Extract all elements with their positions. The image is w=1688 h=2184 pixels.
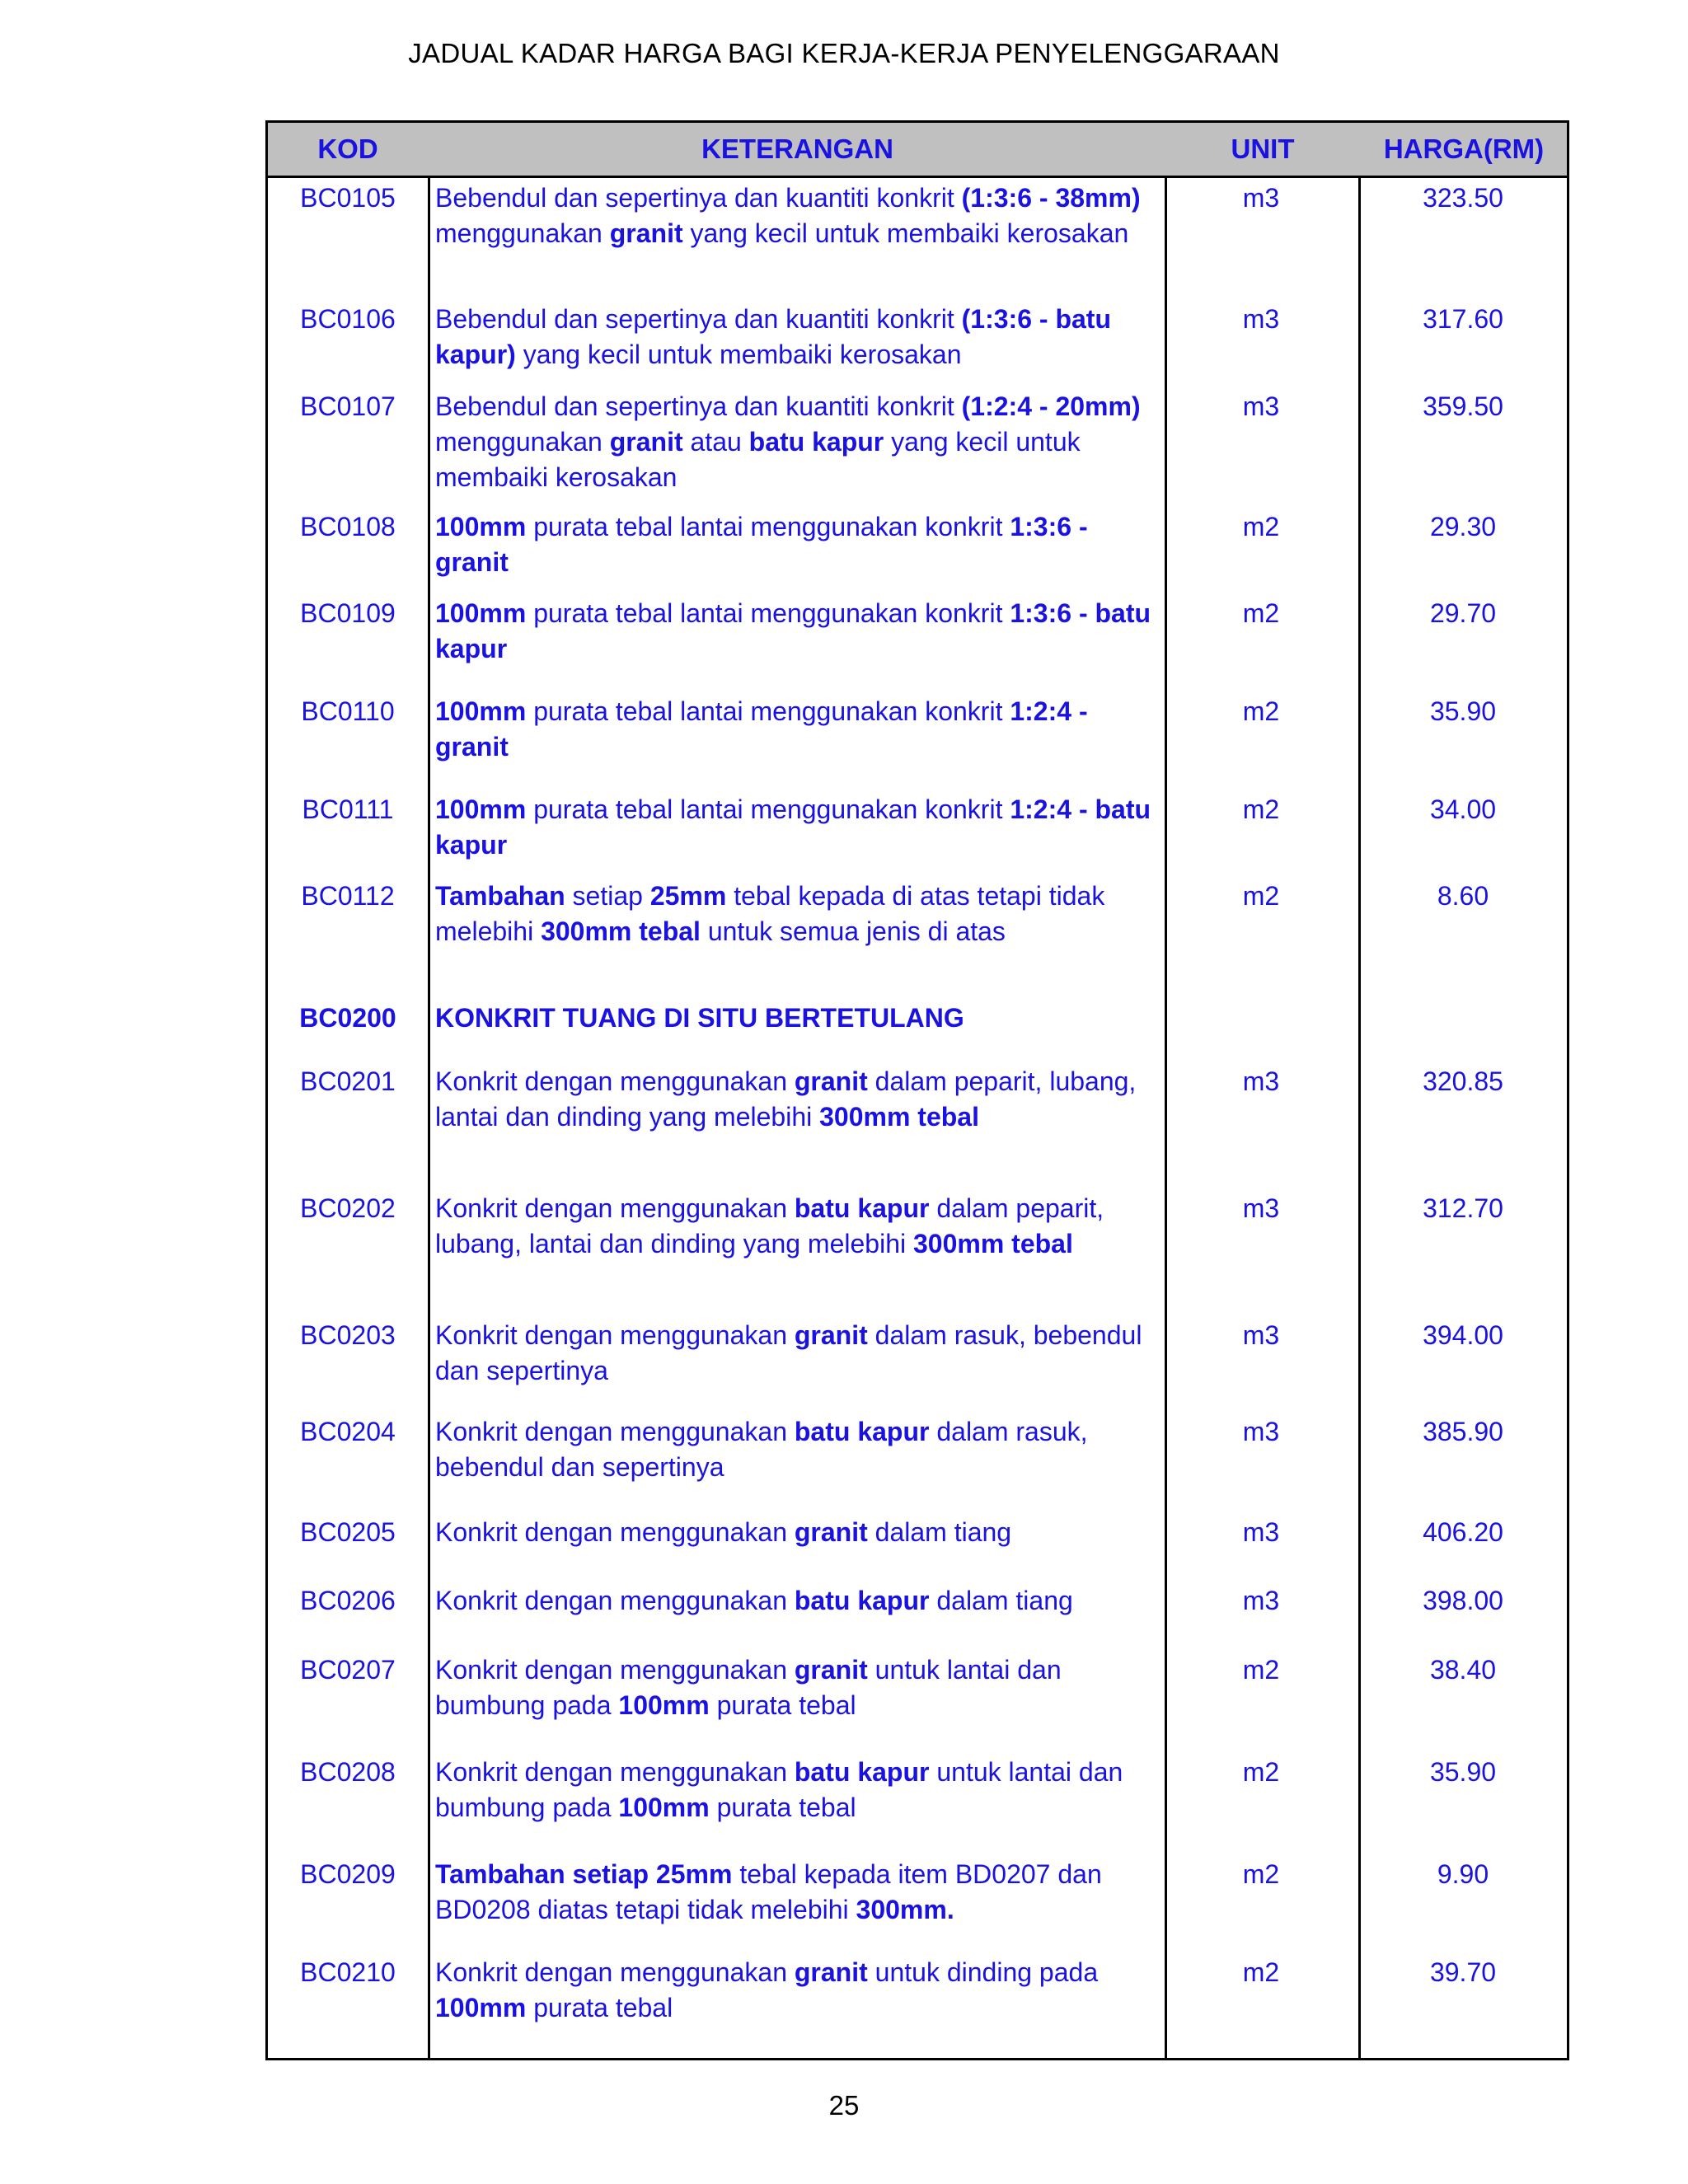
description-text: Bebendul dan sepertinya dan kuantiti konkrit (435, 391, 962, 421)
unit-cell: m2 (1242, 794, 1280, 824)
emphasis-text: batu kapur (794, 1417, 930, 1446)
unit-cell: m2 (1242, 1655, 1280, 1685)
description-text: Konkrit dengan menggunakan (435, 1957, 795, 1987)
description-text: Bebendul dan sepertinya dan kuantiti konkrit (435, 304, 962, 334)
kod-cell: BC0208 (300, 1757, 396, 1787)
harga-cell: 312.70 (1423, 1193, 1503, 1223)
harga-cell: 29.70 (1429, 598, 1497, 628)
kod-cell: BC0209 (300, 1859, 396, 1889)
emphasis-text: (1:3:6 - batu kapur) (435, 304, 1111, 369)
emphasis-text: granit (609, 218, 683, 248)
kod-cell: BC0108 (300, 512, 396, 541)
description-text: Konkrit dengan menggunakan (435, 1757, 795, 1787)
description-text: Konkrit dengan menggunakan (435, 1655, 795, 1685)
emphasis-text: granit (609, 427, 683, 457)
unit-cell: m3 (1242, 1417, 1280, 1446)
harga-cell: 34.00 (1429, 794, 1497, 824)
description-text: tebal kepada di atas tetapi tidak melebihi (435, 881, 1105, 946)
emphasis-text: Tambahan (435, 881, 565, 911)
harga-cell: 8.60 (1437, 881, 1489, 911)
kod-cell: BC0204 (300, 1417, 396, 1446)
unit-cell: m3 (1242, 1586, 1280, 1615)
harga-cell: 320.85 (1423, 1066, 1503, 1096)
unit-cell: m3 (1242, 1193, 1280, 1223)
description-text: atau (682, 427, 749, 457)
kod-cell: BC0203 (300, 1320, 396, 1350)
description-text: Konkrit dengan menggunakan (435, 1193, 795, 1223)
emphasis-text: 1:3:6 - granit (435, 512, 1088, 577)
harga-cell: 317.60 (1423, 304, 1503, 334)
kod-cell: BC0107 (300, 391, 396, 421)
description-text: purata tebal lantai menggunakan konkrit (526, 696, 1010, 726)
kod-cell: BC0111 (302, 794, 394, 824)
kod-cell: BC0109 (300, 598, 396, 628)
description-text: dalam peparit, lubang, lantai dan dinding yang melebihi (435, 1193, 1104, 1258)
description-text: purata tebal lantai menggunakan konkrit (526, 598, 1010, 628)
emphasis-text: 1:3:6 - batu kapur (435, 598, 1151, 663)
kod-cell: BC0200 (299, 1003, 396, 1033)
rate-table (265, 120, 1569, 2060)
keterangan-cell (435, 694, 1160, 765)
harga-cell: 385.90 (1423, 1417, 1503, 1446)
kod-cell: BC0207 (300, 1655, 396, 1685)
description-text: Konkrit dengan menggunakan (435, 1586, 795, 1615)
description-text: untuk semua jenis di atas (700, 916, 1006, 946)
unit-cell: m2 (1242, 1859, 1280, 1889)
keterangan-cell (435, 1414, 1160, 1485)
description-text: dalam rasuk, bebendul dan sepertinya (435, 1320, 1142, 1385)
emphasis-text: 300mm tebal (541, 916, 701, 946)
keterangan-cell (435, 1857, 1160, 1928)
emphasis-text: 25mm (649, 881, 727, 911)
keterangan-cell (435, 1064, 1160, 1135)
description-text: setiap (565, 881, 650, 911)
emphasis-text: 300mm tebal (912, 1229, 1073, 1258)
keterangan-cell (435, 389, 1160, 495)
harga-cell: 35.90 (1429, 696, 1497, 726)
description-text: untuk dinding pada (867, 1957, 1099, 1987)
keterangan-cell (435, 1955, 1160, 2026)
harga-cell: 398.00 (1423, 1586, 1503, 1615)
kod-cell: BC0112 (301, 881, 395, 911)
header-unit: UNIT (1231, 134, 1295, 164)
description-text: purata tebal (709, 1793, 856, 1822)
kod-cell: BC0105 (300, 183, 396, 213)
emphasis-text: 100mm (618, 1690, 710, 1720)
keterangan-cell (435, 1318, 1160, 1389)
harga-cell: 29.30 (1429, 512, 1497, 541)
emphasis-text: 100mm (618, 1793, 710, 1822)
header-keterangan: KETERANGAN (701, 134, 893, 164)
table-header (268, 123, 1567, 178)
kod-cell: BC0210 (300, 1957, 396, 1987)
description-text: dalam peparit, lubang, lantai dan dinding yang melebihi (435, 1066, 1137, 1132)
unit-cell: m2 (1242, 512, 1280, 541)
keterangan-cell (435, 1001, 1160, 1036)
unit-cell: m2 (1242, 881, 1280, 911)
kod-cell: BC0206 (300, 1586, 396, 1615)
keterangan-cell (435, 792, 1160, 863)
description-text: Bebendul dan sepertinya dan kuantiti konkrit (435, 183, 962, 213)
description-text: menggunakan (435, 218, 610, 248)
description-text: untuk lantai dan bumbung pada (435, 1757, 1123, 1822)
unit-cell: m3 (1242, 304, 1280, 334)
emphasis-text: batu kapur (794, 1193, 930, 1223)
emphasis-text: granit (794, 1066, 868, 1096)
emphasis-text: 1:2:4 - granit (435, 696, 1088, 762)
kod-cell: BC0205 (300, 1517, 396, 1547)
harga-cell: 35.90 (1429, 1757, 1497, 1787)
description-text: yang kecil untuk membaiki kerosakan (515, 340, 962, 369)
description-text: yang kecil untuk membaiki kerosakan (682, 218, 1129, 248)
emphasis-text: granit (794, 1655, 868, 1685)
emphasis-text: 100mm (435, 794, 527, 824)
kod-cell: BC0201 (300, 1066, 396, 1096)
emphasis-text: 100mm (435, 696, 527, 726)
kod-cell: BC0106 (300, 304, 396, 334)
description-text: Konkrit dengan menggunakan (435, 1417, 795, 1446)
header-kod: KOD (317, 134, 378, 164)
description-text: Konkrit dengan menggunakan (435, 1517, 795, 1547)
harga-cell: 323.50 (1423, 183, 1503, 213)
unit-cell: m3 (1242, 391, 1280, 421)
description-text: purata tebal (526, 1993, 673, 2022)
keterangan-cell (435, 1515, 1160, 1550)
unit-cell: m2 (1242, 1757, 1280, 1787)
emphasis-text: batu kapur (794, 1586, 930, 1615)
unit-cell: m3 (1242, 1320, 1280, 1350)
keterangan-cell (435, 180, 1160, 251)
emphasis-text: batu kapur (748, 427, 884, 457)
emphasis-text: (1:3:6 - 38mm) (961, 183, 1141, 213)
unit-cell: m2 (1242, 1957, 1280, 1987)
description-text: Konkrit dengan menggunakan (435, 1066, 795, 1096)
description-text: dalam tiang (867, 1517, 1012, 1547)
description-text: purata tebal (709, 1690, 856, 1720)
column-divider (428, 123, 430, 2058)
emphasis-text: 100mm (435, 1993, 527, 2022)
kod-cell: BC0202 (300, 1193, 396, 1223)
keterangan-cell (435, 302, 1160, 373)
emphasis-text: 300mm. (856, 1895, 954, 1924)
description-text: dalam rasuk, bebendul dan sepertinya (435, 1417, 1088, 1482)
kod-cell: BC0110 (301, 696, 395, 726)
description-text: purata tebal lantai menggunakan konkrit (526, 794, 1010, 824)
keterangan-cell (435, 1583, 1160, 1619)
unit-cell: m2 (1242, 696, 1280, 726)
emphasis-text: batu kapur (794, 1757, 930, 1787)
page-title: JADUAL KADAR HARGA BAGI KERJA-KERJA PENYELENGGARAAN (408, 38, 1280, 68)
emphasis-text: granit (794, 1957, 868, 1987)
description-text: tebal kepada item BD0207 dan BD0208 diatas tetapi tidak melebihi (435, 1859, 1102, 1924)
keterangan-cell (435, 509, 1160, 580)
emphasis-text: 100mm (435, 598, 527, 628)
emphasis-text: 1:2:4 - batu kapur (435, 794, 1151, 860)
unit-cell: m3 (1242, 183, 1280, 213)
keterangan-cell (435, 596, 1160, 667)
harga-cell: 394.00 (1423, 1320, 1503, 1350)
unit-cell: m3 (1242, 1066, 1280, 1096)
description-text: menggunakan (435, 427, 610, 457)
unit-cell: m2 (1242, 598, 1280, 628)
emphasis-text: Tambahan setiap 25mm (435, 1859, 733, 1889)
description-text: dalam tiang (929, 1586, 1073, 1615)
keterangan-cell (435, 1191, 1160, 1262)
harga-cell: 406.20 (1423, 1517, 1503, 1547)
harga-cell: 39.70 (1429, 1957, 1497, 1987)
emphasis-text: (1:2:4 - 20mm) (961, 391, 1141, 421)
harga-cell: 9.90 (1437, 1859, 1489, 1889)
page-number: 25 (828, 2090, 860, 2121)
emphasis-text: KONKRIT TUANG DI SITU BERTETULANG (435, 1003, 964, 1033)
keterangan-cell (435, 1652, 1160, 1723)
emphasis-text: granit (794, 1320, 868, 1350)
keterangan-cell (435, 879, 1160, 949)
description-text: untuk lantai dan bumbung pada (435, 1655, 1062, 1720)
emphasis-text: 300mm tebal (819, 1102, 979, 1132)
header-harga: HARGA(RM) (1383, 134, 1545, 164)
description-text: Konkrit dengan menggunakan (435, 1320, 795, 1350)
emphasis-text: granit (794, 1517, 868, 1547)
harga-cell: 359.50 (1423, 391, 1503, 421)
keterangan-cell (435, 1755, 1160, 1825)
description-text: purata tebal lantai menggunakan konkrit (526, 512, 1010, 541)
emphasis-text: 100mm (435, 512, 527, 541)
description-text: yang kecil untuk membaiki kerosakan (435, 427, 1081, 492)
harga-cell: 38.40 (1429, 1655, 1497, 1685)
unit-cell: m3 (1242, 1517, 1280, 1547)
